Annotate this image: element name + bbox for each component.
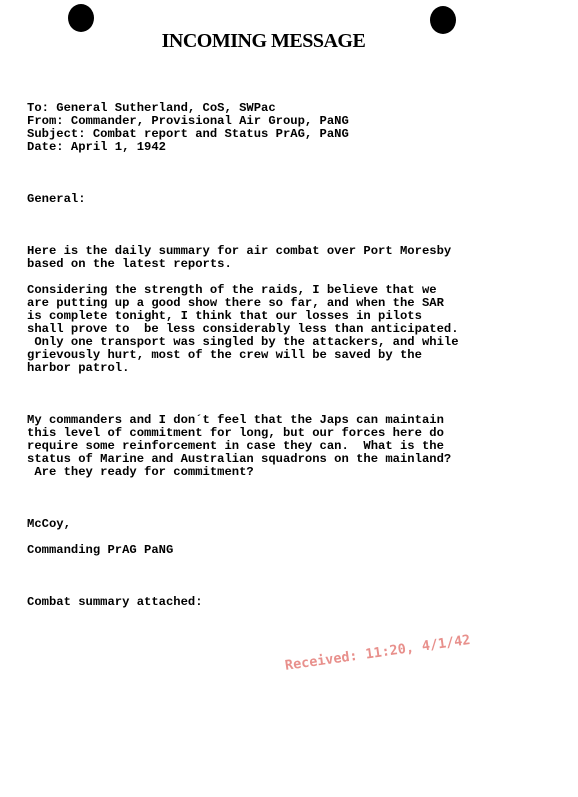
body-paragraph-summary: Here is the daily summary for air combat over Port Moresby based on the latest reports. [27, 244, 452, 271]
signature-name: McCoy, [27, 517, 71, 531]
from-line: From: Commander, Provisional Air Group, PaNG [27, 114, 349, 128]
attachment-note: Combat summary attached: [27, 595, 203, 609]
document-title: INCOMING MESSAGE [161, 30, 366, 52]
body-paragraph-request: My commanders and I don´t feel that the Japs can maintain this level of commitment for long, but our forces here do require some reinforcement in case they can. What is the status of Marine and Australian squadrons on the mainland? Are they ready for commitment? [27, 413, 452, 479]
signature-title: Commanding PrAG PaNG [27, 543, 174, 557]
date-line: Date: April 1, 1942 [27, 140, 166, 154]
to-line: To: General Sutherland, CoS, SWPac [27, 101, 276, 115]
message-header [27, 102, 349, 154]
subject-line: Subject: Combat report and Status PrAG, PaNG [27, 127, 349, 141]
received-stamp: Received: 11:20, 4/1/42 [284, 631, 472, 674]
punch-hole-left [68, 4, 94, 32]
salutation: General: [27, 192, 86, 206]
body-paragraph-assessment: Considering the strength of the raids, I believe that we are putting up a good show there so far, and when the SAR is complete tonight, I think that our losses in pilots shall prove to be less considerably less than anticipated. Only one transport was singled by the attackers, and while grievously hurt, most of the crew will be saved by the harbor patrol. [27, 283, 459, 375]
